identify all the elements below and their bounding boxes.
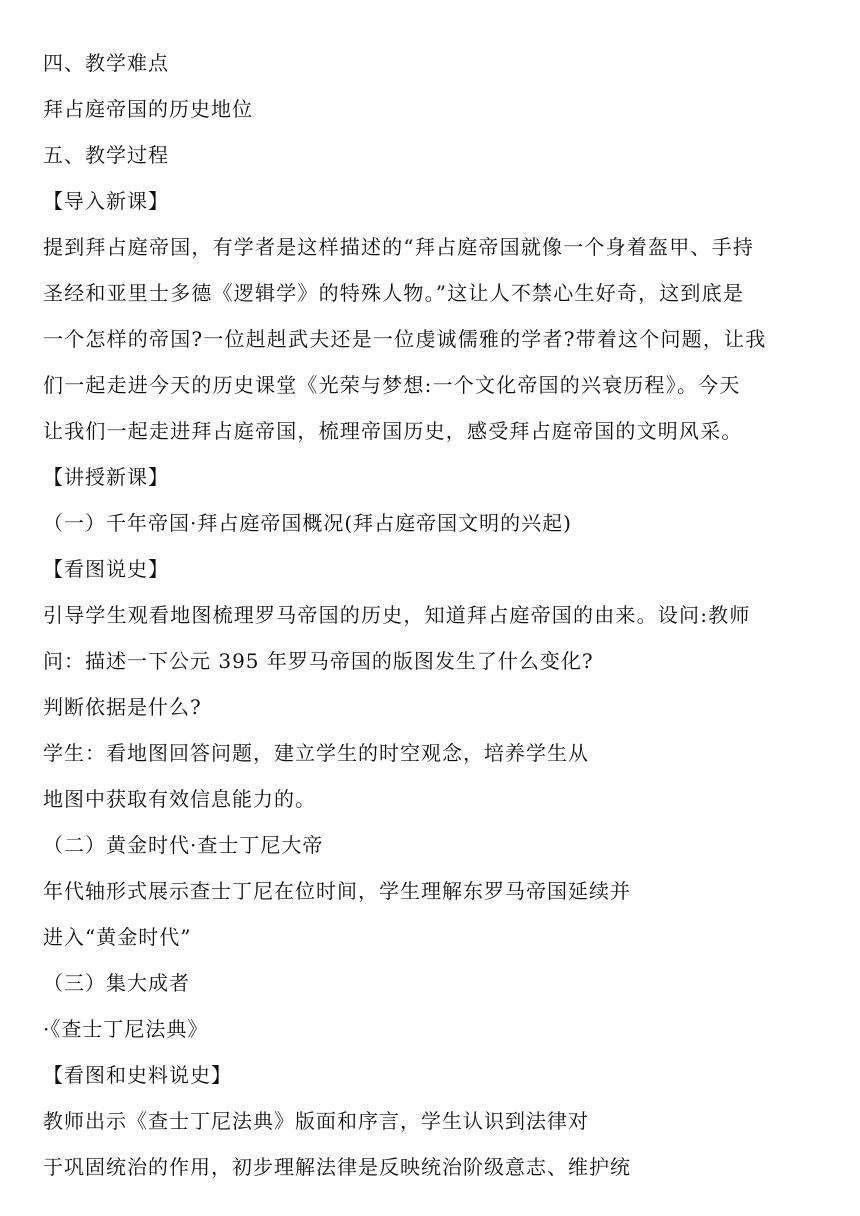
timeline-paragraph-line: 进入“黄金时代” (43, 925, 192, 949)
intro-paragraph-line: 让我们一起走进拜占庭帝国，梳理帝国历史，感受拜占庭帝国的文明风采。 (43, 419, 743, 443)
difficulty-text: 拜占庭帝国的历史地位 (43, 97, 253, 121)
intro-paragraph-line: 圣经和亚里士多德《逻辑学》的特殊人物。”这让人不禁心生好奇，这到底是 (43, 281, 745, 305)
bullet-justinian-code: ·《查士丁尼法典》 (43, 1017, 209, 1041)
intro-paragraph-line: 提到拜占庭帝国，有学者是这样描述的“拜占庭帝国就像一个身着盔甲、手持 (43, 235, 755, 259)
teacher-paragraph-line: 于巩固统治的作用，初步理解法律是反映统治阶级意志、维护统 (43, 1155, 631, 1179)
document-page (43, 40, 828, 1190)
subsection-two: （二）黄金时代·查士丁尼大帝 (43, 833, 324, 857)
teacher-paragraph-line: 教师出示《查士丁尼法典》版面和序言，学生认识到法律对 (43, 1109, 589, 1133)
guide-paragraph-line: 问：描述一下公元 395 年罗马帝国的版图发生了什么变化? (43, 649, 594, 673)
section-teach-new-lesson: 【讲授新课】 (43, 465, 169, 489)
intro-paragraph-line: 一个怎样的帝国?一位赳赳武夫还是一位虔诚儒雅的学者?带着这个问题，让我 (43, 327, 767, 351)
section-look-map-sources: 【看图和史料说史】 (43, 1063, 232, 1087)
guide-paragraph-line: 判断依据是什么? (43, 695, 202, 719)
section-look-map-history: 【看图说史】 (43, 557, 169, 581)
section-intro-new-lesson: 【导入新课】 (43, 189, 169, 213)
timeline-paragraph-line: 年代轴形式展示查士丁尼在位时间，学生理解东罗马帝国延续并 (43, 879, 631, 903)
intro-paragraph-line: 们一起走进今天的历史课堂《光荣与梦想:一个文化帝国的兴衰历程》。今天 (43, 373, 741, 397)
guide-paragraph-line: 引导学生观看地图梳理罗马帝国的历史，知道拜占庭帝国的由来。设问:教师 (43, 603, 751, 627)
subsection-one: （一）千年帝国·拜占庭帝国概况(拜占庭帝国文明的兴起) (43, 511, 572, 535)
student-paragraph-line: 学生：看地图回答问题，建立学生的时空观念，培养学生从 (43, 741, 589, 765)
subsection-three: （三）集大成者 (43, 971, 190, 995)
heading-teaching-difficulty: 四、教学难点 (43, 51, 169, 75)
heading-teaching-process: 五、教学过程 (43, 143, 169, 167)
student-paragraph-line: 地图中获取有效信息能力的。 (43, 787, 316, 811)
